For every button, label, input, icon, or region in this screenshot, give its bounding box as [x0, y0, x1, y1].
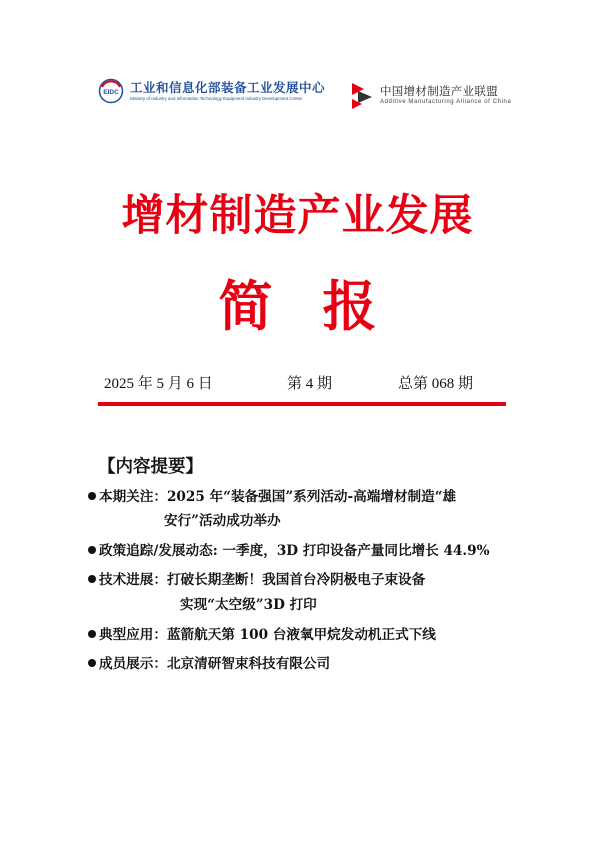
bullet-icon — [88, 630, 96, 638]
contents-item: 本期关注：2025 年“装备强国”系列活动-高端增材制造“雄 — [88, 488, 456, 506]
svg-text:EIDC: EIDC — [103, 89, 119, 96]
eidc-name: 工业和信息化部装备工业发展中心 — [130, 79, 326, 95]
issue-total-number: 总第 068 期 — [398, 376, 474, 392]
contents-item: 典型应用：蓝箭航天第 100 台液氧甲烷发动机正式下线 — [88, 626, 436, 644]
issue-date: 2025 年 5 月 6 日 — [104, 376, 213, 392]
amac-name: 中国增材制造产业联盟 — [380, 84, 498, 98]
issue-number: 第 4 期 — [287, 376, 333, 392]
red-divider — [98, 402, 506, 406]
contents-item: 成员展示：北京清研智束科技有限公司 — [88, 655, 330, 673]
contents-item: 政策追踪/发展动态: 一季度，3D 打印设备产量同比增长 44.9% — [88, 542, 490, 560]
contents-heading: 【内容提要】 — [98, 457, 203, 477]
contents-item-continuation: 安行”活动成功举办 — [164, 513, 281, 529]
eidc-logo — [98, 78, 325, 104]
main-title: 增材制造产业发展 — [121, 191, 474, 241]
bullet-icon — [88, 575, 96, 583]
sub-title: 简报 — [218, 274, 427, 338]
bullet-icon — [88, 492, 96, 500]
eidc-english-name: Ministry of Industry and Information Technology Equipment Industry Development Center — [130, 95, 303, 101]
eidc-emblem-icon — [98, 78, 124, 104]
bullet-icon — [88, 659, 96, 667]
amac-logo — [350, 80, 511, 110]
bullet-icon — [88, 546, 96, 554]
amac-english-name: Additive Manufacturing Alliance of China — [380, 99, 512, 105]
amac-mark-icon — [350, 80, 374, 110]
contents-item-continuation: 实现“太空级”3D 打印 — [180, 597, 317, 613]
contents-item: 技术进展：打破长期垄断！我国首台冷阴极电子束设备 — [88, 571, 425, 589]
